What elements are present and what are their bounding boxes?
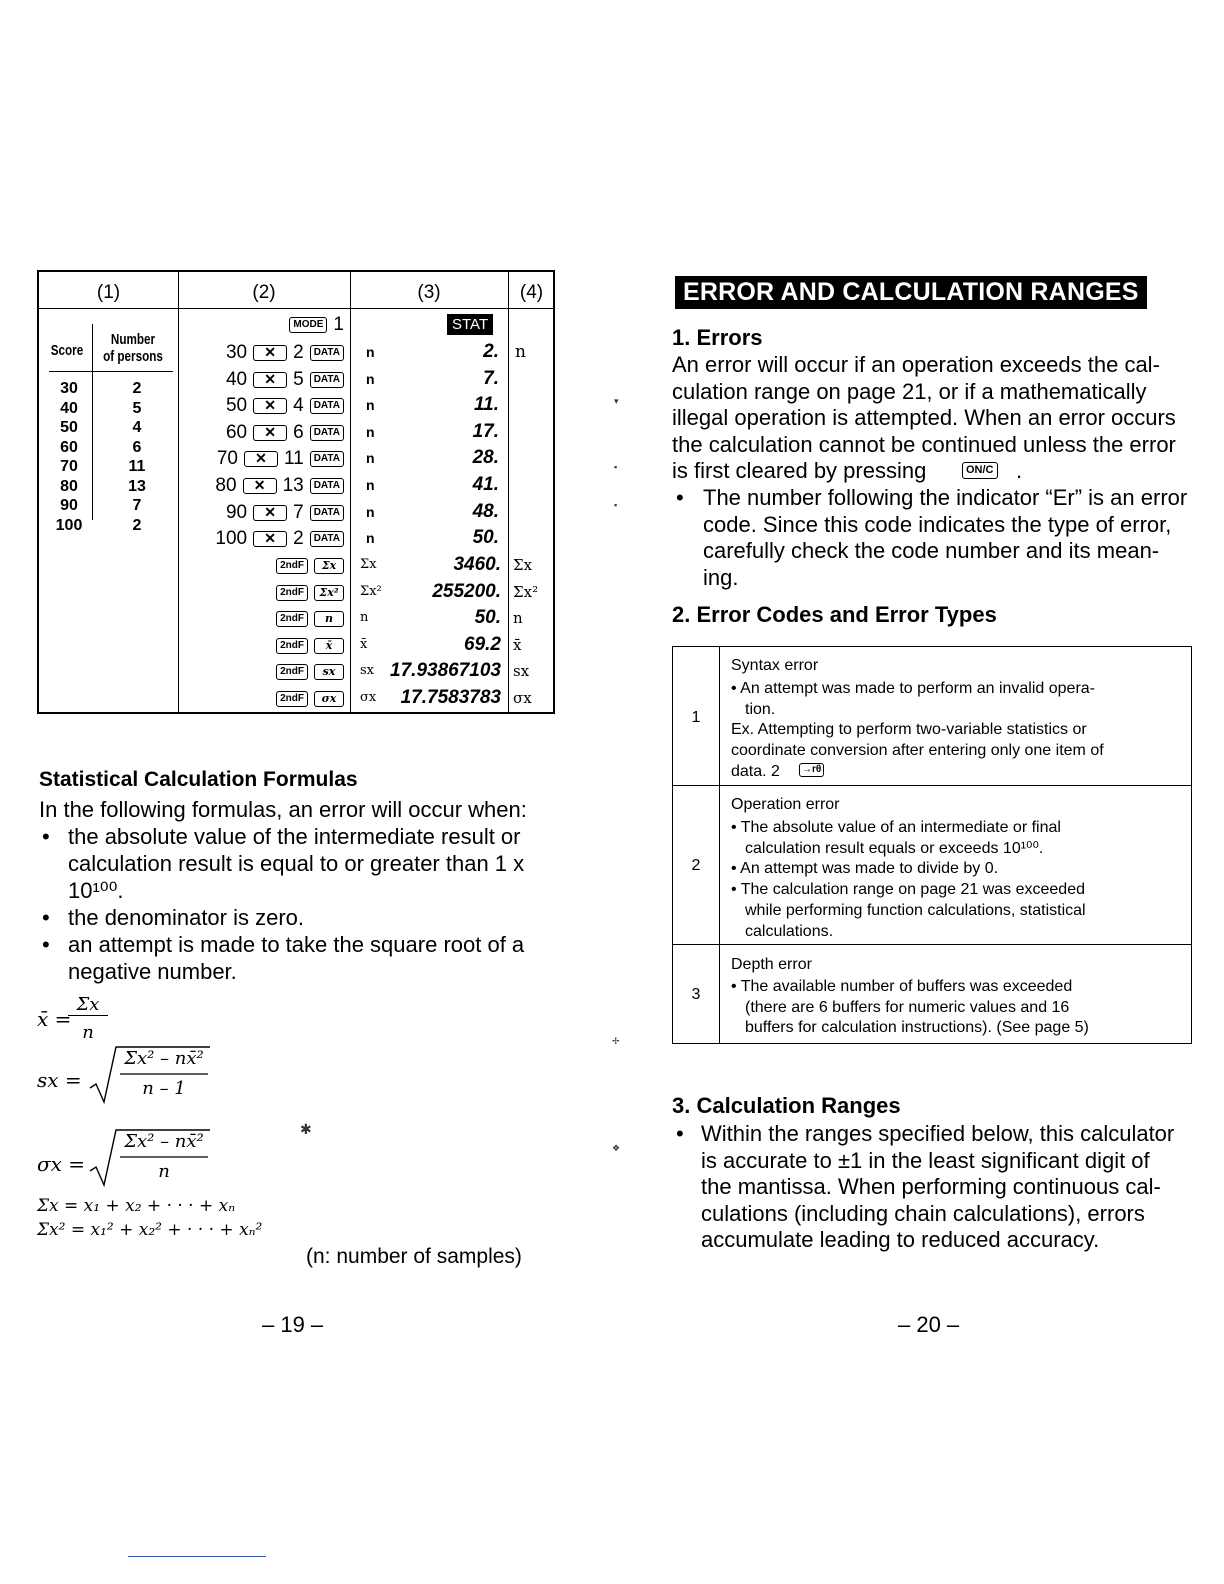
persons-value: 6 <box>132 438 142 456</box>
display-result: 50. <box>472 527 499 549</box>
display-indicator: n <box>366 397 375 414</box>
function-key-row <box>184 633 344 659</box>
description-line: buffers for calculation instructions). (See page 5) <box>745 1019 1089 1037</box>
multiply-key: ✕ <box>253 372 287 388</box>
ranges-text-line: Within the ranges specified below, this calculator <box>701 1121 1175 1146</box>
condition-text: an attempt is made to take the square root of a <box>68 932 525 957</box>
score-value: 100 <box>55 516 83 534</box>
column4-indicator: n <box>515 342 526 362</box>
description-line: coordinate conversion after entering only one item of <box>731 742 1104 760</box>
error-codes-table <box>672 646 1192 1044</box>
persons-value: 5 <box>132 399 142 417</box>
score-input: 90 <box>225 501 248 523</box>
error-code-1: 1 <box>691 709 701 726</box>
persons-value: 13 <box>128 477 146 495</box>
display-result: 11. <box>473 394 499 416</box>
multiply-key: ✕ <box>253 531 287 547</box>
column4-symbol: x̄ <box>513 635 522 654</box>
condition-text: the absolute value of the intermediate result or <box>68 824 521 849</box>
multiply-key: ✕ <box>253 505 287 521</box>
scan-speck: ▾ <box>614 396 619 406</box>
function-key-row <box>184 553 344 579</box>
second-function-key: 2ndF <box>276 638 308 654</box>
stat-indicator: STAT <box>447 314 493 335</box>
count-input: 5 <box>293 368 304 390</box>
sub-table-divider <box>92 324 93 520</box>
table-divider <box>508 272 509 712</box>
scan-speck: ✢ <box>612 1036 620 1046</box>
display-indicator: n <box>366 503 375 520</box>
table-divider <box>39 308 553 309</box>
section-title: ERROR AND CALCULATION RANGES <box>675 276 1147 309</box>
score-value: 90 <box>60 497 78 514</box>
footnote-rule <box>128 1556 266 1557</box>
description-line: • An attempt was made to divide by 0. <box>731 860 999 878</box>
display-indicator: sx <box>360 663 375 679</box>
column4-symbol: sx <box>513 662 530 681</box>
function-key-row <box>184 580 344 606</box>
formula-intro: In the following formulas, an error will occur when: <box>39 797 527 822</box>
display-result: 2. <box>483 341 499 362</box>
display-result: 7. <box>483 367 499 389</box>
count-input: 7 <box>293 501 304 523</box>
description-line: calculations. <box>745 922 834 940</box>
mode-input-row <box>184 312 344 338</box>
table-divider <box>673 944 1191 945</box>
column4-symbol: n <box>513 609 523 628</box>
persons-value: 11 <box>128 458 146 475</box>
stat-function-key: Σx² <box>314 585 344 601</box>
table-divider <box>350 272 351 712</box>
error-type-operation: Operation error <box>731 796 840 813</box>
score-input: 50 <box>225 395 248 417</box>
bullet-text-line: The number following the indicator “Er” is an error <box>703 485 1188 510</box>
score-input: 80 <box>215 475 237 496</box>
condition-text: calculation result is equal to or greater than 1 x <box>68 851 525 876</box>
scan-speck: ▪ <box>614 500 618 510</box>
column4-symbol: Σx <box>513 556 533 574</box>
display-indicator: Σx <box>360 557 377 572</box>
polar-conversion-key: →rθ <box>799 763 824 777</box>
description-line: (there are 6 buffers for numeric values and 16 <box>745 998 1070 1016</box>
display-result: 17.93867103 <box>390 660 501 682</box>
count-input: 2 <box>293 342 304 363</box>
error-codes-heading: 2. Error Codes and Error Types <box>672 602 997 627</box>
persons-value: 2 <box>132 380 142 397</box>
display-result: 17. <box>472 420 499 442</box>
stat-function-key: σx <box>314 691 344 707</box>
display-result: 3460. <box>453 554 501 575</box>
display-indicator: n <box>366 423 375 440</box>
second-function-key: 2ndF <box>276 585 308 601</box>
ranges-text-line: accumulate leading to reduced accuracy. <box>701 1227 1100 1252</box>
errors-text-line: culation range on page 21, or if a mathematically <box>672 378 1147 404</box>
multiply-key: ✕ <box>243 478 277 494</box>
bullet-dot: • <box>42 824 50 849</box>
bullet-dot: • <box>42 905 50 930</box>
score-input: 30 <box>225 342 248 363</box>
data-key: DATA <box>310 505 344 521</box>
sub-table-divider <box>49 371 173 372</box>
errors-heading: 1. Errors <box>672 325 763 350</box>
count-input: 2 <box>293 528 304 550</box>
display-indicator: n <box>366 344 375 360</box>
description-line: while performing function calculations, statistical <box>745 901 1086 919</box>
stat-function-key: Σx <box>314 558 344 574</box>
display-indicator: n <box>366 477 375 493</box>
score-header: Score <box>50 342 84 359</box>
score-value: 70 <box>60 458 78 475</box>
data-key: DATA <box>310 478 344 494</box>
description-line: Ex. Attempting to perform two-variable statistics or <box>731 721 1087 739</box>
column4-symbol: σx <box>513 689 532 707</box>
statistics-example-table <box>37 270 555 714</box>
calculation-ranges-heading: 3. Calculation Ranges <box>672 1093 901 1118</box>
sentence-period: . <box>1016 458 1023 483</box>
display-indicator: Σx² <box>360 583 382 599</box>
ranges-text-line: the mantissa. When performing continuous cal- <box>701 1174 1161 1199</box>
description-line: calculation result equals or exceeds 10¹⁰⁰. <box>745 839 1044 857</box>
display-result: 69.2 <box>464 633 501 655</box>
sigma-formula-numerator: Σx² – nx̄² <box>124 1131 204 1152</box>
score-input: 100 <box>215 528 248 550</box>
mode-key: MODE <box>289 317 327 333</box>
sigma-formula-lhs: σx = <box>37 1152 86 1176</box>
samples-note: (n: number of samples) <box>306 1245 522 1268</box>
stat-function-key: sx <box>314 664 344 680</box>
display-indicator: σx <box>360 690 377 705</box>
second-function-key: 2ndF <box>276 558 308 574</box>
column4-symbol: Σx² <box>513 582 539 601</box>
count-input: 11 <box>283 448 304 470</box>
display-result: 41. <box>472 474 499 495</box>
score-input: 70 <box>216 448 238 470</box>
sx-formula-denominator: n – 1 <box>142 1078 186 1099</box>
column-header-2: (2) <box>252 282 276 303</box>
score-value: 60 <box>60 438 78 456</box>
second-function-key: 2ndF <box>276 664 308 680</box>
second-function-key: 2ndF <box>276 611 308 627</box>
display-indicator: x̄ <box>360 636 368 652</box>
persons-header: Number of persons <box>103 331 163 365</box>
display-result: 48. <box>472 500 499 522</box>
data-entry-row <box>184 446 344 472</box>
score-input: 60 <box>225 421 248 443</box>
count-input: 6 <box>293 421 304 443</box>
display-indicator: n <box>366 530 375 547</box>
errors-text-line: the calculation cannot be continued unless the error <box>672 431 1176 457</box>
column-header-4: (4) <box>519 282 544 303</box>
bullet-text-line: code. Since this code indicates the type of error, <box>703 511 1172 537</box>
description-line: tion. <box>745 700 776 718</box>
function-key-row <box>184 606 344 632</box>
score-value: 50 <box>60 419 78 436</box>
column-header-3: (3) <box>417 282 441 303</box>
errors-text-line: An error will occur if an operation exceeds the cal- <box>672 352 1160 377</box>
display-indicator: n <box>366 450 375 467</box>
scan-speck: ✱ <box>300 1121 312 1137</box>
scan-speck: ▪ <box>614 462 618 472</box>
bullet-dot: • <box>676 1121 684 1146</box>
bullet-dot: • <box>42 932 50 957</box>
description-line: • An attempt was made to perform an invalid opera- <box>731 680 1096 697</box>
display-result: 17.7583783 <box>400 687 501 708</box>
data-key: DATA <box>310 425 344 441</box>
ranges-text-line: is accurate to ±1 in the least significant digit of <box>701 1147 1150 1173</box>
condition-text: 10¹⁰⁰. <box>68 878 124 903</box>
function-key-row <box>184 686 344 712</box>
ranges-text-line: culations (including chain calculations), errors <box>701 1200 1145 1226</box>
data-key: DATA <box>310 451 344 467</box>
multiply-key: ✕ <box>253 398 287 414</box>
table-divider <box>719 647 720 1043</box>
data-entry-row <box>184 393 344 419</box>
stat-function-key: n <box>314 611 344 627</box>
error-type-syntax: Syntax error <box>731 657 819 674</box>
condition-text: negative number. <box>68 959 237 984</box>
mean-formula-numerator: Σx <box>68 994 108 1016</box>
bullet-text-line: ing. <box>703 564 739 590</box>
data-entry-row <box>184 420 344 446</box>
data-key: DATA <box>310 398 344 414</box>
sx-formula-numerator: Σx² – nx̄² <box>124 1048 204 1069</box>
column-header-1: (1) <box>96 282 121 303</box>
table-divider <box>673 785 1191 786</box>
errors-text-line: is first cleared by pressing <box>672 458 927 483</box>
stat-function-key: x̄ <box>314 638 344 654</box>
description-line: • The calculation range on page 21 was exceeded <box>731 881 1085 899</box>
display-result: 255200. <box>432 580 501 602</box>
score-input: 40 <box>225 368 248 390</box>
data-entry-row <box>184 473 344 499</box>
data-entry-row <box>184 526 344 552</box>
description-line: data. 2 <box>731 762 780 780</box>
display-indicator: n <box>360 610 369 626</box>
score-value: 30 <box>60 380 78 397</box>
data-key: DATA <box>310 345 344 361</box>
multiply-key: ✕ <box>244 451 278 467</box>
data-entry-row <box>184 340 344 366</box>
mean-formula-lhs: x̄ = <box>37 1007 72 1031</box>
mode-value: 1 <box>333 314 344 335</box>
data-entry-row <box>184 500 344 526</box>
error-type-depth: Depth error <box>731 956 812 973</box>
display-result: 50. <box>474 607 501 629</box>
error-code-3: 3 <box>691 986 701 1003</box>
formula-heading: Statistical Calculation Formulas <box>39 768 358 791</box>
page-number-20: – 20 – <box>898 1312 960 1337</box>
mean-formula-denominator: n <box>82 1022 94 1043</box>
condition-text: the denominator is zero. <box>68 905 305 930</box>
description-line: • The absolute value of an intermediate or final <box>731 819 1061 836</box>
errors-text-line: illegal operation is attempted. When an error occurs <box>672 405 1176 430</box>
description-line: • The available number of buffers was exceeded <box>731 978 1073 995</box>
count-input: 13 <box>282 475 304 496</box>
bullet-text-line: carefully check the code number and its mean- <box>703 538 1160 563</box>
sum-formula: Σx = x₁ + x₂ + · · · + xₙ <box>37 1196 236 1216</box>
bullet-dot: • <box>676 485 684 510</box>
sigma-formula-denominator: n <box>158 1161 170 1182</box>
data-key: DATA <box>310 372 344 388</box>
scan-speck: ❖ <box>612 1143 621 1153</box>
persons-value: 4 <box>132 419 142 436</box>
persons-value: 7 <box>132 497 142 514</box>
display-result: 28. <box>472 447 499 469</box>
score-value: 40 <box>60 399 78 417</box>
data-key: DATA <box>310 531 344 547</box>
error-code-2: 2 <box>691 857 701 874</box>
multiply-key: ✕ <box>253 425 287 441</box>
score-value: 80 <box>60 477 78 495</box>
count-input: 4 <box>293 395 304 417</box>
second-function-key: 2ndF <box>276 691 308 707</box>
persons-value: 2 <box>132 516 142 534</box>
onc-key: ON/C <box>962 462 998 479</box>
data-entry-row <box>184 367 344 393</box>
multiply-key: ✕ <box>253 345 287 361</box>
page-number-19: – 19 – <box>262 1312 324 1337</box>
sum-of-squares-formula: Σx² = x₁² + x₂² + · · · + xₙ² <box>37 1220 263 1240</box>
function-key-row <box>184 659 344 685</box>
sx-formula-lhs: sx = <box>37 1068 82 1092</box>
display-indicator: n <box>366 370 375 387</box>
